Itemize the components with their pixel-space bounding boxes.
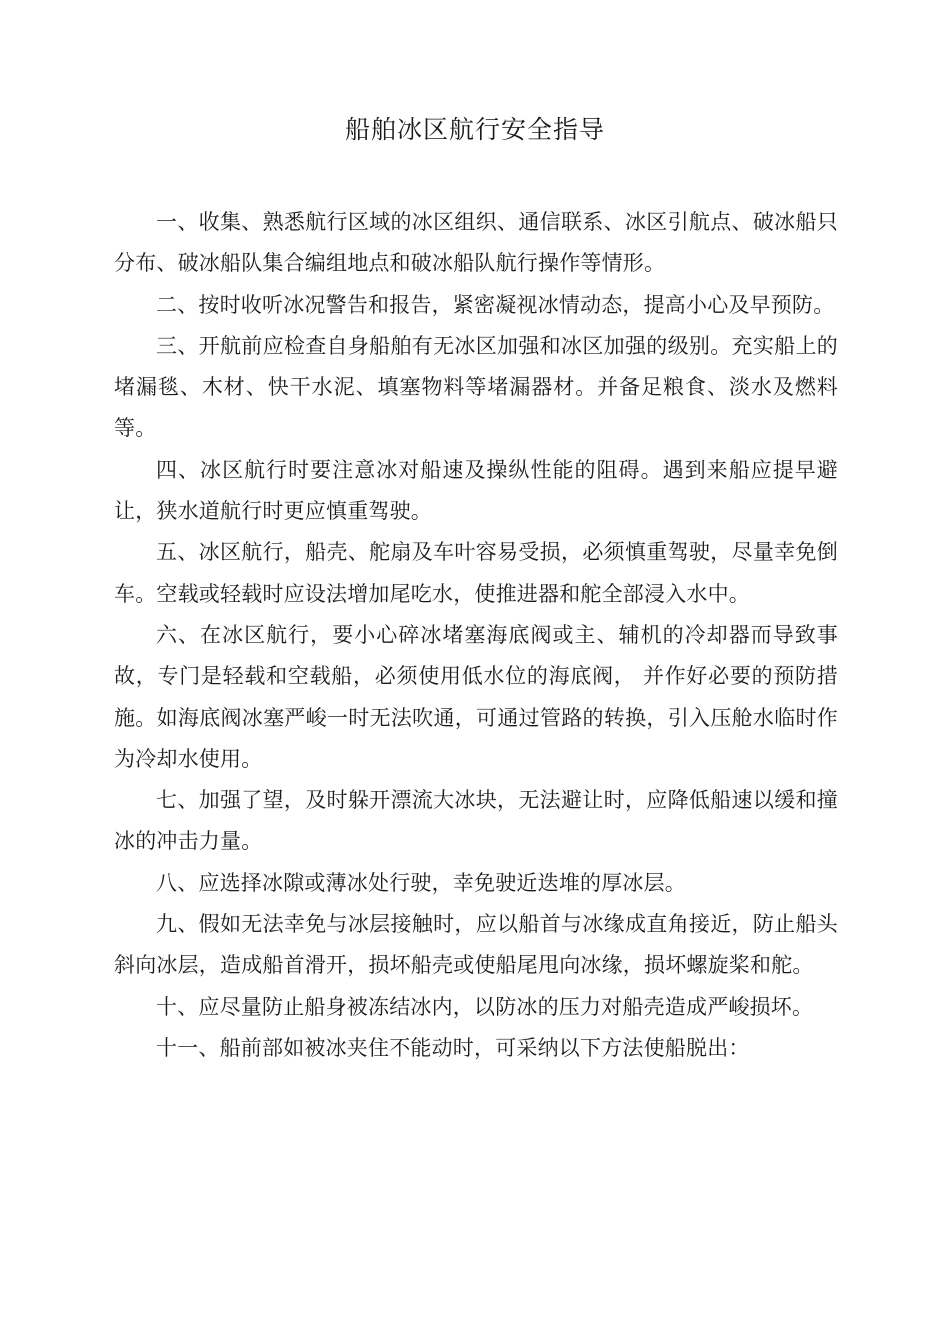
paragraph-11: 十一、船前部如被冰夹住不能动时，可采纳以下方法使船脱出： [156,1035,750,1060]
paragraph-3: 三、开航前应检查自身船舶有无冰区加强和冰区加强的级别。充实船上的堵漏毯、木材、快干水泥、填塞物料等堵漏器材。并备足粮食、淡水及燃料等。 [114,333,838,441]
paragraph-4: 四、冰区航行时要注意冰对船速及操纵性能的阻碍。遇到来船应提早避让，狭水道航行时更应慎重驾驶。 [114,457,838,524]
paragraph-5: 五、冰区航行，船壳、舵扇及车叶容易受损，必须慎重驾驶，尽量幸免倒车。空载或轻载时应设法增加尾吃水，使推进器和舵全部浸入水中。 [114,540,838,606]
document-title: 船舶冰区航行安全指导 [344,115,605,144]
paragraph-6: 六、在冰区航行，要小心碎冰堵塞海底阀或主、辅机的冷却器而导致事故，专门是轻载和空载船，必须使用低水位的海底阀， 并作好必要的预防措施。如海底阀冰塞严峻一时无法吹通，可通过管路的转换，引入压舱水临时作为冷却水使用。 [114,622,838,771]
paragraph-8: 八、应选择冰隙或薄冰处行驶，幸免驶近迭堆的厚冰层。 [156,870,686,895]
paragraph-2: 二、按时收听冰况警告和报告，紧密凝视冰情动态，提高小心及早预防。 [156,292,835,317]
document-body [114,202,838,1069]
paragraph-10: 十、应尽量防止船身被冻结冰内，以防冰的压力对船壳造成严峻损坏。 [156,994,814,1019]
paragraph-1: 一、收集、熟悉航行区域的冰区组织、通信联系、冰区引航点、破冰船只分布、破冰船队集合编组地点和破冰船队航行操作等情形。 [114,210,838,276]
paragraph-7: 七、加强了望，及时躲开漂流大冰块，无法避让时，应降低船速以缓和撞冰的冲击力量。 [114,788,838,854]
paragraph-9: 九、假如无法幸免与冰层接触时，应以船首与冰缘成直角接近，防止船头斜向冰层，造成船首滑开，损坏船壳或使船尾甩向冰缘，损坏螺旋桨和舵。 [114,912,838,978]
